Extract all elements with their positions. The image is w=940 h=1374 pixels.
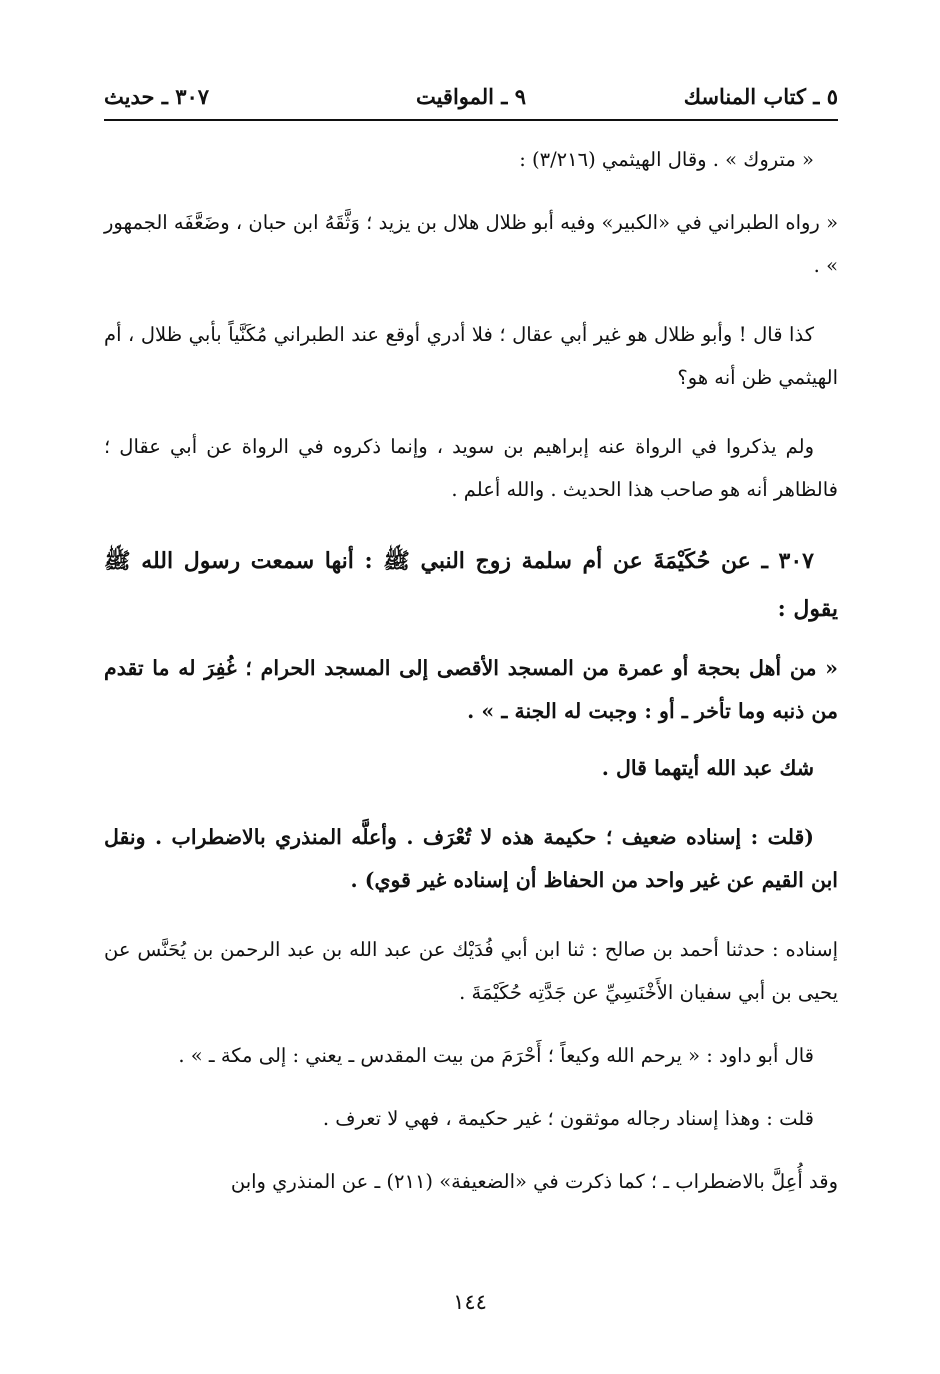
author-comment: قلت : وهذا إسناد رجاله موثقون ؛ غير حكيمة ، فهي لا تعرف . bbox=[322, 1107, 814, 1130]
header-chapter-title: ٩ ـ المواقيت bbox=[415, 84, 527, 109]
page-body bbox=[104, 138, 838, 1203]
isnad-paragraph: إسناده : حدثنا أحمد بن صالح : ثنا ابن أبي فُدَيْك عن عبد الله بن عبد الرحمن بن يُحَنَّس عن يحيى بن أبي سفيان الأَخْنَسِيِّ عن جَدَّتِه حُكَيْمَةَ . bbox=[104, 938, 838, 1004]
page-number: ١٤٤ bbox=[453, 1290, 487, 1314]
running-header bbox=[104, 84, 838, 118]
hadith-heading: ٣٠٧ ـ عن حُكَيْمَةَ عن أم سلمة زوج النبي ﷺ : أنها سمعت رسول الله ﷺ يقول : bbox=[104, 548, 838, 622]
grading-note: (قلت : إسناده ضعيف ؛ حكيمة هذه لا تُعْرَف . وأعلَّه المنذري بالاضطراب . ونقل ابن القيم عن غير واحد من الحفاظ أن إسناده غير قوي) . bbox=[104, 825, 838, 892]
header-hadith-number: ٣٠٧ ـ حديث bbox=[104, 84, 210, 109]
header-book-title: ٥ ـ كتاب المناسك bbox=[683, 84, 838, 109]
paragraph-narrators: ولم يذكروا في الرواة عنه إبراهيم بن سويد ، وإنما ذكروه في الرواة عن أبي عقال ؛ فالظاهر أنه هو صاحب هذا الحديث . والله أعلم . bbox=[104, 435, 838, 501]
narrator-doubt: شك عبد الله أيتهما قال . bbox=[601, 756, 814, 780]
abu-dawud-quote: قال أبو داود : « يرحم الله وكيعاً ؛ أَحْرَمَ من بيت المقدس ـ يعني : إلى مكة ـ » . bbox=[178, 1044, 814, 1067]
paragraph-abu-zilal: كذا قال ! وأبو ظلال هو غير أبي عقال ؛ فلا أدري أوقع عند الطبراني مُكَنَّياً بأبي ظلال ، أم الهيثمي ظن أنه هو؟ bbox=[104, 323, 838, 389]
hadith-text: « من أهل بحجة أو عمرة من المسجد الأقصى إلى المسجد الحرام ؛ غُفِرَ له ما تقدم من ذنبه وما تأخر ـ أو : وجبت له الجنة ـ » . bbox=[104, 656, 838, 723]
paragraph-matruk: « متروك » . وقال الهيثمي (٣/٢١٦) : bbox=[519, 148, 814, 171]
closing-paragraph: وقد أُعِلَّ بالاضطراب ـ ؛ كما ذكرت في «الضعيفة» (٢١١) ـ عن المنذري وابن bbox=[230, 1170, 838, 1193]
header-rule bbox=[104, 119, 838, 121]
paragraph-tabarani-quote: « رواه الطبراني في «الكبير» وفيه أبو ظلال هلال بن يزيد ؛ وَثَّقَهُ ابن حبان ، وضَعَّفَه الجمهور » . bbox=[104, 211, 838, 277]
